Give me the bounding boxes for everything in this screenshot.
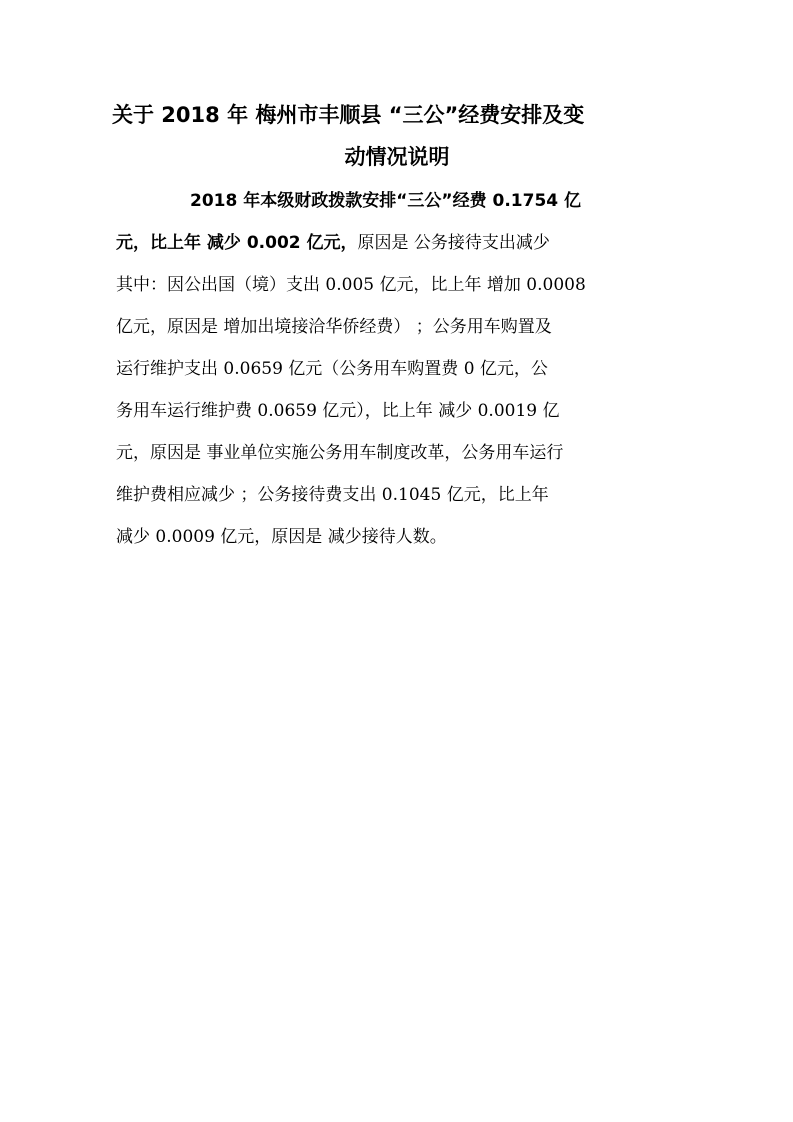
body-line-5: 运行维护支出 0.0659 亿元（公务用车购置费 0 亿元，公 [116,359,548,379]
body-line-2-bold: 元，比上年 减少 0.002 亿元， [116,233,358,253]
body-line-9: 减少 0.0009 亿元，原因是 减少接待人数。 [116,527,447,547]
body-line-1: 2018 年本级财政拨款安排“三公”经费 0.1754 亿 [190,191,582,211]
body-line-2-rest: 原因是 公务接待支出减少 [357,233,550,253]
body-line-2 [116,232,676,254]
body-line-7: 元，原因是 事业单位实施公务用车制度改革，公务用车运行 [116,443,564,463]
body-line-8: 维护费相应减少 ；公务接待费支出 0.1045 亿元，比上年 [116,485,549,505]
body-line-3: 其中：因公出国（境）支出 0.005 亿元，比上年 增加 0.0008 [116,275,586,295]
body-line-4: 亿元，原因是 增加出境接洽华侨经费） ；公务用车购置及 [116,317,552,337]
document-title-line-1: 关于 2018 年 梅州市丰顺县 “三公”经费安排及变 [112,103,585,127]
body-line-6: 务用车运行维护费 0.0659 亿元），比上年 减少 0.0019 亿 [116,401,560,421]
document-title-line-2: 动情况说明 [344,145,450,169]
